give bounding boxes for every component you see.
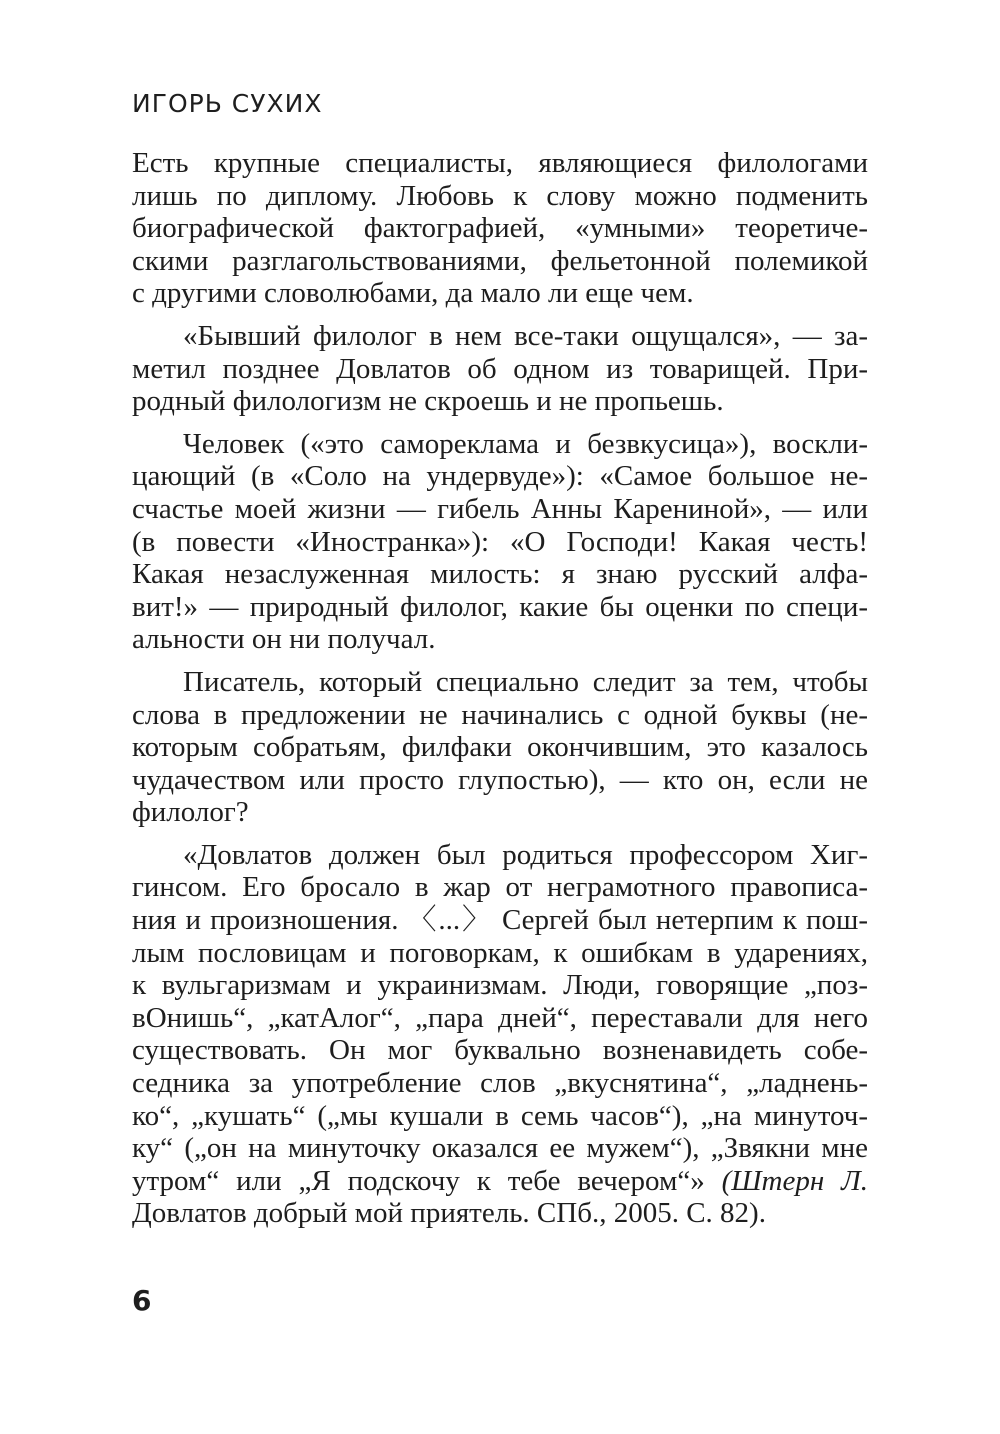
citation-quote-end: утром“ или „Я подскочу к тебе вечером“» — [132, 1164, 722, 1197]
text-line: к вульгаризмам и украинизмам. Люди, говорящие „поз- — [132, 969, 868, 1002]
text-line: ния и произношения. 〈...〉 Сергей был нетерпим к пош- — [132, 904, 868, 937]
body-text — [132, 147, 868, 1230]
text-line: вит!» — природный филолог, какие бы оценки по специ- — [132, 590, 868, 623]
text-line: скими разглагольствованиями, фельетонной полемикой — [132, 244, 868, 277]
text-line: лым пословицам и поговоркам, к ошибкам в ударениях, — [132, 936, 868, 969]
page-number: 6 — [132, 1284, 152, 1317]
text-line: гинсом. Его бросало в жар от неграмотного правописа- — [132, 871, 868, 904]
paragraph-gap — [132, 418, 868, 428]
paragraph-gap — [132, 656, 868, 666]
text-line: вОнишь“, „катАлог“, „пара дней“, переставали для него — [132, 1001, 868, 1034]
text-line: счастье моей жизни — гибель Анны Карениной», — или — [132, 492, 868, 525]
text-line: Какая незаслуженная милость: я знаю русский алфа- — [132, 558, 868, 591]
text-line: биографической фактографией, «умными» теоретиче- — [132, 212, 868, 245]
citation-line — [132, 1165, 868, 1198]
paragraph-2 — [132, 320, 868, 418]
text-line: ку“ („он на минуточку оказался ее мужем“), „Звякни мне — [132, 1132, 868, 1165]
paragraph-gap — [132, 310, 868, 320]
citation-source: Довлатов добрый мой приятель. СПб., 2005. С. 82). — [132, 1197, 766, 1230]
citation-author: (Штерн Л. — [721, 1164, 868, 1197]
text-line: альности он ни получал. — [132, 623, 436, 656]
text-line: «Бывший филолог в нем все-таки ощущался», — за- — [183, 319, 868, 352]
text-line: которым собратьям, филфаки окончившим, это казалось — [132, 731, 868, 764]
text-line: лишь по диплому. Любовь к слову можно подменить — [132, 179, 868, 212]
text-line: (в повести «Иностранка»): «О Господи! Какая честь! — [132, 525, 868, 558]
text-line: чудачеством или просто глупостью), — кто он, если не — [132, 763, 868, 796]
paragraph-4 — [132, 666, 868, 829]
text-line: с другими словолюбами, да мало ли еще чем. — [132, 277, 694, 310]
text-line: слова в предложении не начинались с одной буквы (не- — [132, 698, 868, 731]
paragraph-5-quotation — [132, 839, 868, 1230]
text-line: существовать. Он мог буквально возненавидеть собе- — [132, 1034, 868, 1067]
text-line: Есть крупные специалисты, являющиеся филологами — [132, 147, 868, 179]
paragraph-gap — [132, 829, 868, 839]
text-line: Человек («это самореклама и безвкусица»), воскли- — [183, 427, 868, 460]
text-line: ко“, „кушать“ („мы кушали в семь часов“), „на минуточ- — [132, 1099, 868, 1132]
running-head-author: ИГОРЬ СУХИХ — [132, 89, 323, 118]
text-line: Писатель, который специально следит за тем, чтобы — [183, 665, 868, 698]
text-line: «Довлатов должен был родиться профессором Хиг- — [183, 838, 868, 871]
paragraph-1 — [132, 147, 868, 310]
text-line: филолог? — [132, 796, 249, 829]
text-line: родный филологизм не скроешь и не пропьешь. — [132, 385, 724, 418]
text-line: цающий (в «Соло на ундервуде»): «Самое большое не- — [132, 460, 868, 493]
paragraph-3 — [132, 428, 868, 656]
text-line: метил позднее Довлатов об одном из товарищей. При- — [132, 352, 868, 385]
text-line: седника за употребление слов „вкуснятина“, „ладнень- — [132, 1067, 868, 1100]
